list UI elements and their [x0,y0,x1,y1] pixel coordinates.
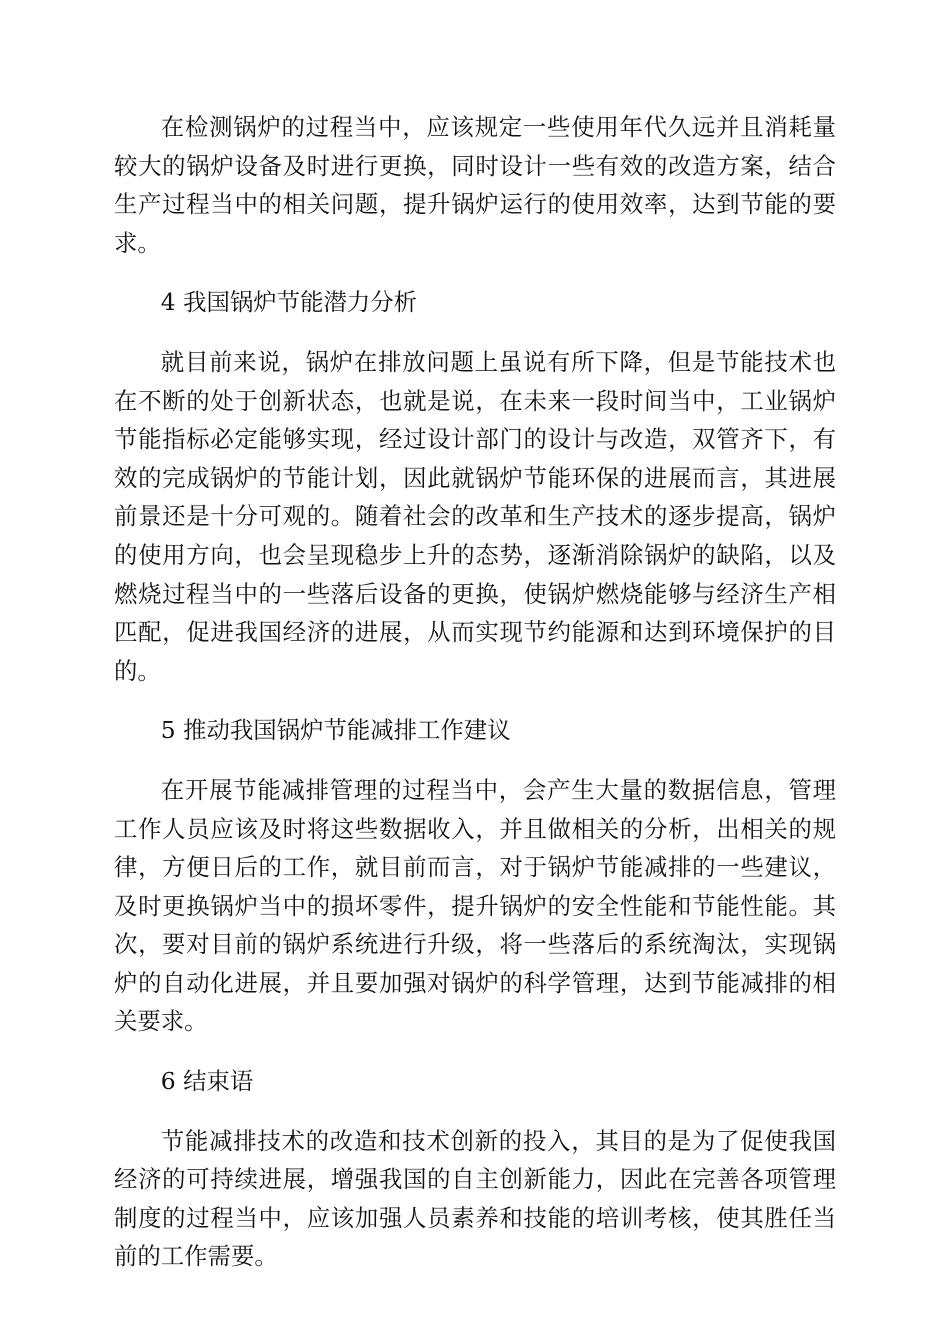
section-heading-6: 6 结束语 [160,1067,254,1096]
paragraph-recommendations: 在开展节能减排管理的过程当中，会产生大量的数据信息，管理工作人员应该及时将这些数据收入，并且做相关的分析，出相关的规律，方便日后的工作，就目前而言，对于锅炉节能减排的一些建议，及时更换锅炉当中的损坏零件，提升锅炉的安全性能和节能性能。其次，要对目前的锅炉系统进行升级，将一些落后的系统淘汰，实现锅炉的自动化进展，并且要加强对锅炉的科学管理，达到节能减排的相关要求。 [114,775,836,1036]
document-body [114,108,836,1297]
paragraph-energy-potential: 就目前来说，锅炉在排放问题上虽说有所下降，但是节能技术也在不断的处于创新状态，也就是说，在未来一段时间当中，工业锅炉节能指标必定能够实现，经过设计部门的设计与改造，双管齐下，有效的完成锅炉的节能计划，因此就锅炉节能环保的进展而言，其进展前景还是十分可观的。随着社会的改革和生产技术的逐步提高，锅炉的使用方向，也会呈现稳步上升的态势，逐渐消除锅炉的缺陷，以及燃烧过程当中的一些落后设备的更换，使锅炉燃烧能够与经济生产相匹配，促进我国经济的进展，从而实现节约能源和达到环境保护的目的。 [114,347,836,685]
section-heading-5: 5 推动我国锅炉节能减排工作建议 [160,716,511,745]
section-heading-4: 4 我国锅炉节能潜力分析 [160,288,418,317]
paragraph-boiler-inspection: 在检测锅炉的过程当中，应该规定一些使用年代久远并且消耗量较大的锅炉设备及时进行更换，同时设计一些有效的改造方案，结合生产过程当中的相关问题，提升锅炉运行的使用效率，达到节能的要求。 [114,113,836,257]
paragraph-conclusion: 节能减排技术的改造和技术创新的投入，其目的是为了促使我国经济的可持续进展，增强我国的自主创新能力，因此在完善各项管理制度的过程当中，应该加强人员素养和技能的培训考核，使其胜任当前的工作需要。 [114,1126,836,1271]
